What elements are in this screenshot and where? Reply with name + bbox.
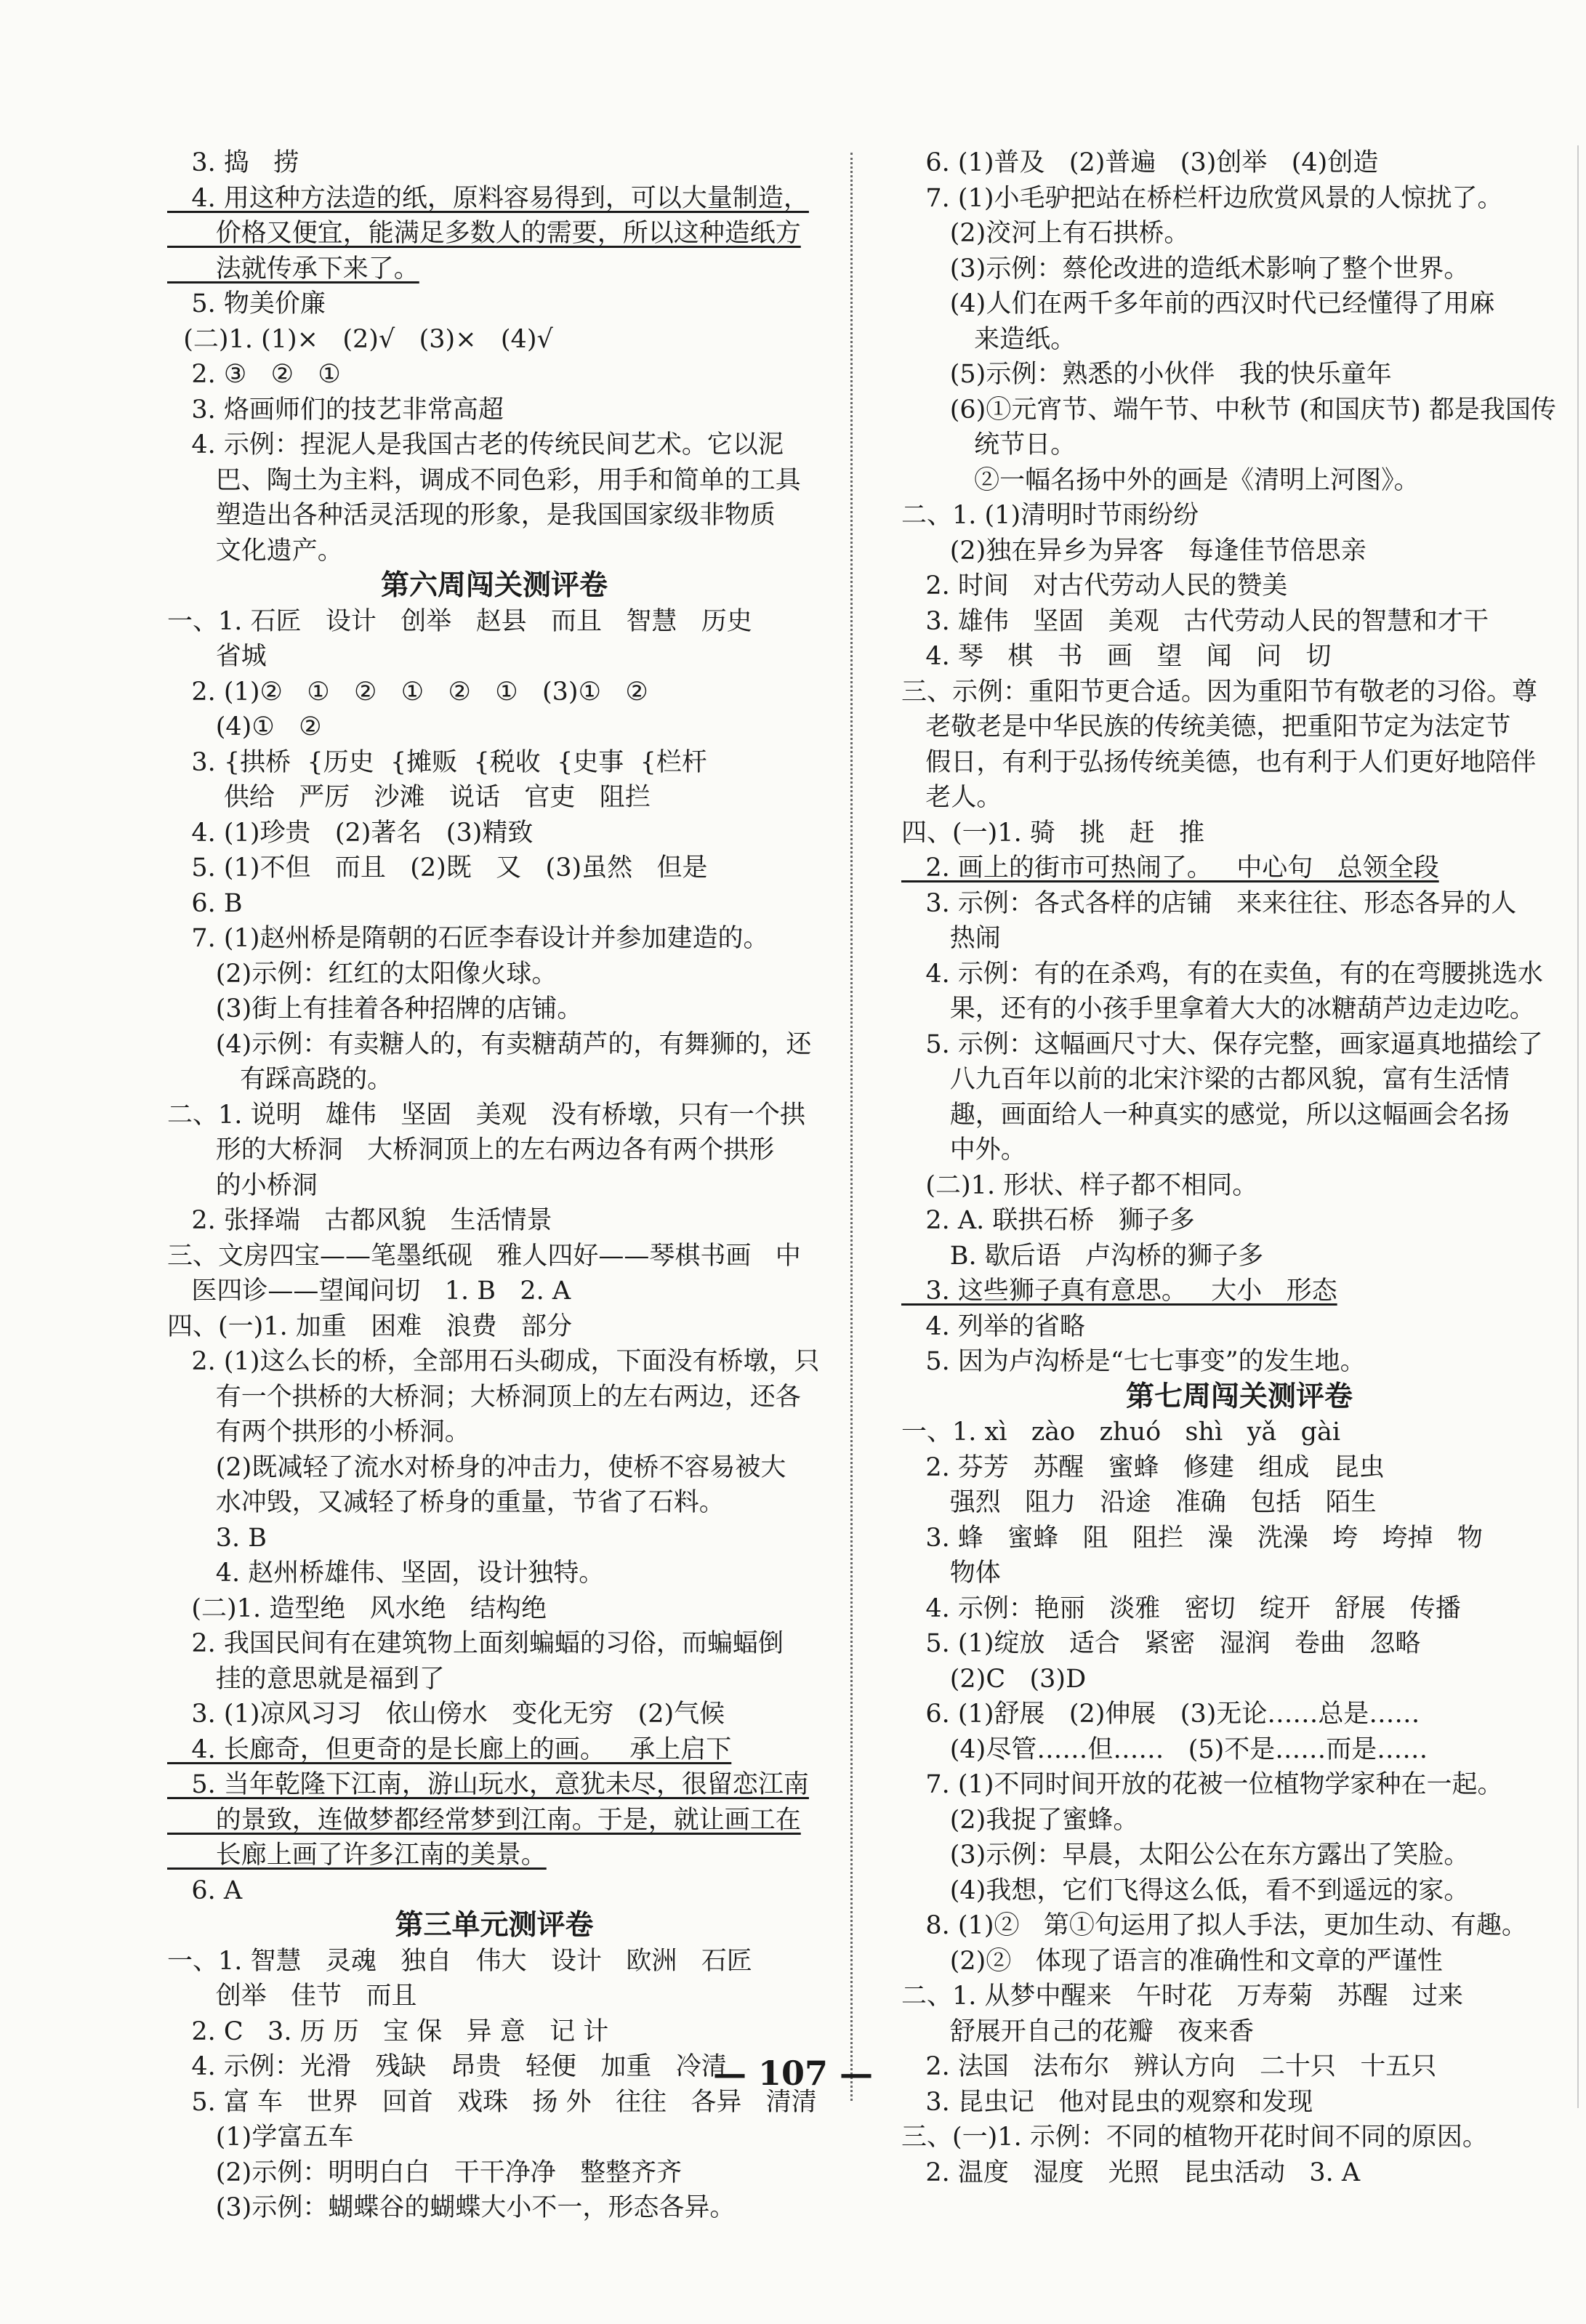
answer-line xyxy=(901,2120,1577,2155)
answer-line xyxy=(167,1803,821,1838)
answer-line xyxy=(901,1415,1577,1450)
answer-line xyxy=(167,498,821,534)
right-column xyxy=(901,145,1577,2190)
answer-text: 假日，有利于弘扬传统美德，也有利于人们更好地陪伴 xyxy=(901,747,1537,777)
answer-text: 3. 蜂 蜜蜂 阻 阻拦 澡 洗澡 垮 垮掉 物 xyxy=(901,1523,1483,1553)
answer-text: (二)1. (1)× (2)√ (3)× (4)√ xyxy=(167,324,553,354)
answer-line xyxy=(167,957,821,992)
answer-text: (2)我捉了蜜蜂。 xyxy=(901,1805,1139,1835)
answer-line xyxy=(167,639,821,675)
answer-line xyxy=(901,1062,1577,1098)
answer-text: (3)示例：蔡伦改进的造纸术影响了整个世界。 xyxy=(901,254,1470,284)
answer-text: 3. 这些狮子真有意思。 大小 形态 xyxy=(901,1276,1337,1306)
answer-line xyxy=(167,1767,821,1803)
answer-line xyxy=(901,252,1577,287)
answer-text: 2. 法国 法布尔 辨认方向 二十只 十五只 xyxy=(901,2052,1437,2081)
answer-text: (2)洨河上有石拱桥。 xyxy=(901,219,1190,248)
answer-line xyxy=(901,1697,1577,1732)
answer-line xyxy=(901,1309,1577,1345)
answer-line xyxy=(167,1979,821,2014)
answer-line xyxy=(901,463,1577,499)
answer-line xyxy=(901,357,1577,393)
answer-text: 四、(一)1. 加重 困难 浪费 部分 xyxy=(167,1311,572,1341)
answer-line xyxy=(901,1098,1577,1133)
answer-line xyxy=(167,1485,821,1521)
answer-text: 2. 温度 湿度 光照 昆虫活动 3. A xyxy=(901,2158,1361,2187)
answer-line xyxy=(167,1203,821,1239)
answer-line xyxy=(167,286,821,322)
answer-line xyxy=(167,1380,821,1415)
answer-text: 挂的意思就是福到了 xyxy=(167,1664,445,1694)
answer-text: 八九百年以前的北宋汴梁的古都风貌，富有生活情 xyxy=(901,1065,1510,1094)
answer-line xyxy=(167,1450,821,1486)
answer-line xyxy=(901,1732,1577,1768)
answer-line xyxy=(167,145,821,181)
answer-text: 二、1. 从梦中醒来 午时花 万寿菊 苏醒 过来 xyxy=(901,1982,1464,2011)
answer-line xyxy=(167,604,821,640)
answer-text: 4. 示例：捏泥人是我国古老的传统民间艺术。它以泥 xyxy=(167,430,784,459)
answer-line xyxy=(901,1767,1577,1803)
answer-line xyxy=(901,957,1577,992)
answer-text: 果，还有的小孩手里拿着大大的冰糖葫芦边走边吃。 xyxy=(901,994,1535,1024)
answer-line xyxy=(901,675,1577,710)
answer-text: 4. 列举的省略 xyxy=(901,1311,1085,1341)
answer-line xyxy=(167,1027,821,1063)
answer-text: 一、1. 石匠 设计 创举 赵县 而且 智慧 历史 xyxy=(167,606,752,636)
answer-text: 强烈 阻力 沿途 准确 包括 陌生 xyxy=(901,1488,1377,1517)
answer-text: (4)① ② xyxy=(167,712,322,741)
answer-line xyxy=(901,1908,1577,1944)
answer-text: 3. {拱桥 {历史 {摊贩 {税收 {史事 {栏杆 xyxy=(167,747,707,777)
answer-line xyxy=(901,1203,1577,1239)
answer-line xyxy=(901,286,1577,322)
answer-line xyxy=(167,1062,821,1098)
answer-text: (2)独在异乡为异客 每逢佳节倍思亲 xyxy=(901,536,1366,566)
answer-text: 5. 富 车 世界 回首 戏珠 扬 外 往往 各异 清清 xyxy=(167,2087,817,2117)
answer-line xyxy=(901,745,1577,781)
answer-line xyxy=(167,1344,821,1380)
answer-text: (2)既减轻了流水对桥身的冲击力，使桥不容易被大 xyxy=(167,1452,786,1482)
answer-line xyxy=(901,534,1577,569)
answer-line xyxy=(167,1556,821,1591)
answer-text: 2. C 3. 历 历 宝 保 异 意 记 计 xyxy=(167,2017,609,2046)
answer-text: 5. 物美价廉 xyxy=(167,289,326,318)
answer-line xyxy=(167,357,821,393)
answer-line xyxy=(167,921,821,957)
answer-text: 2. ③ ② ① xyxy=(167,360,341,389)
answer-line xyxy=(167,463,821,499)
answer-line xyxy=(901,393,1577,428)
answer-text: 水冲毁，又减轻了桥身的重量，节省了石料。 xyxy=(167,1488,725,1517)
answer-line xyxy=(901,2014,1577,2050)
answer-line xyxy=(167,1521,821,1556)
answer-text: 8. (1)② 第①句运用了拟人手法，更加生动、有趣。 xyxy=(901,1911,1527,1940)
answer-text: (4)人们在两千多年前的西汉时代已经懂得了用麻 xyxy=(901,289,1495,318)
answer-text: 6. A xyxy=(167,1875,243,1905)
answer-line xyxy=(901,1662,1577,1697)
section-heading xyxy=(167,568,821,604)
answer-text: 趣，画面给人一种真实的感觉，所以这幅画会名扬 xyxy=(901,1100,1510,1130)
answer-line xyxy=(901,568,1577,604)
answer-text: 物体 xyxy=(901,1559,1001,1588)
answer-text: 三、(一)1. 示例：不同的植物开花时间不同的原因。 xyxy=(901,2123,1488,2152)
answer-text: 中外。 xyxy=(901,1135,1026,1165)
answer-text: B. 歇后语 卢沟桥的狮子多 xyxy=(901,1241,1264,1271)
answer-text: 有踩高跷的。 xyxy=(167,1065,393,1094)
answer-text: (2)示例：红红的太阳像火球。 xyxy=(167,959,557,989)
answer-line xyxy=(167,1415,821,1450)
answer-line xyxy=(901,1133,1577,1168)
section-heading xyxy=(901,1380,1577,1415)
answer-line xyxy=(167,1838,821,1873)
answer-line xyxy=(901,1239,1577,1274)
answer-line xyxy=(901,1450,1577,1486)
answer-text: (二)1. 造型绝 风水绝 结构绝 xyxy=(167,1593,547,1623)
answer-text: 7. (1)赵州桥是隋朝的石匠李春设计并参加建造的。 xyxy=(167,924,769,953)
answer-text: 5. 因为卢沟桥是“七七事变”的发生地。 xyxy=(901,1347,1366,1376)
answer-line xyxy=(901,992,1577,1027)
answer-line xyxy=(167,2120,821,2155)
answer-line xyxy=(901,604,1577,640)
answer-text: 舒展开自己的花瓣 夜来香 xyxy=(901,2017,1255,2046)
answer-text: 5. 当年乾隆下江南，游山玩水，意犹未尽，很留恋江南 xyxy=(167,1770,809,1799)
answer-text: 3. 示例：各式各样的店铺 来来往往、形态各异的人 xyxy=(901,888,1517,918)
answer-text: 3. 雄伟 坚固 美观 古代劳动人民的智慧和才干 xyxy=(901,606,1489,636)
answer-text: 4. 示例：光滑 残缺 昂贵 轻便 加重 冷清 xyxy=(167,2052,727,2081)
answer-text: 2. (1)② ① ② ① ② ① (3)① ② xyxy=(167,677,648,707)
answer-text: 的景致，连做梦都经常梦到江南。于是，就让画工在 xyxy=(167,1805,801,1835)
answer-text: 5. (1)绽放 适合 紧密 湿润 卷曲 忽略 xyxy=(901,1629,1421,1658)
answer-line xyxy=(901,1626,1577,1662)
answer-text: 第七周闯关测评卷 xyxy=(1125,1380,1353,1413)
answer-text: 一、1. xì zào zhuó shì yǎ gài xyxy=(901,1418,1341,1447)
answer-text: 二、1. (1)清明时节雨纷纷 xyxy=(901,501,1199,530)
answer-text: 2. 张择端 古都风貌 生活情景 xyxy=(167,1206,552,1235)
answer-text: 3. 昆虫记 他对昆虫的观察和发现 xyxy=(901,2087,1313,2117)
answer-line xyxy=(901,498,1577,534)
answer-line xyxy=(167,534,821,569)
answer-line xyxy=(901,1803,1577,1838)
answer-line xyxy=(167,1626,821,1662)
answer-line xyxy=(167,675,821,710)
answer-line xyxy=(901,921,1577,957)
answer-line xyxy=(167,851,821,886)
answer-line xyxy=(901,2155,1577,2191)
answer-text: (2)C (3)D xyxy=(901,1664,1087,1694)
answer-line xyxy=(901,886,1577,922)
answer-line xyxy=(901,1485,1577,1521)
answer-text: 法就传承下来了。 xyxy=(167,254,419,284)
answer-text: 来造纸。 xyxy=(901,324,1076,354)
answer-text: 热闹 xyxy=(901,924,1001,953)
answer-text: 价格又便宜，能满足多数人的需要，所以这种造纸方 xyxy=(167,219,801,248)
answer-text: (1)学富五车 xyxy=(167,2123,354,2152)
answer-text: 老敬老是中华民族的传统美德，把重阳节定为法定节 xyxy=(901,712,1511,741)
answer-line xyxy=(167,1239,821,1274)
answer-line xyxy=(167,181,821,217)
answer-text: 供给 严厉 沙滩 说话 官吏 阻拦 xyxy=(167,783,651,812)
answer-text: 6. (1)普及 (2)普遍 (3)创举 (4)创造 xyxy=(901,148,1379,177)
column-divider xyxy=(850,153,853,2101)
answer-text: 2. (1)这么长的桥，全部用石头砌成，下面没有桥墩，只 xyxy=(167,1347,820,1376)
answer-text: 统节日。 xyxy=(901,430,1076,459)
answer-line xyxy=(167,1662,821,1697)
answer-text: 第六周闯关测评卷 xyxy=(380,569,608,602)
answer-text: 7. (1)不同时间开放的花被一位植物学家种在一起。 xyxy=(901,1770,1503,1799)
answer-line xyxy=(167,322,821,358)
answer-text: 老人。 xyxy=(901,783,1002,812)
answer-text: 3. 捣 捞 xyxy=(167,148,299,177)
answer-text: 4. 赵州桥雄伟、坚固，设计独特。 xyxy=(167,1559,605,1588)
answer-line xyxy=(167,2190,821,2226)
answer-line xyxy=(901,322,1577,358)
answer-line xyxy=(901,181,1577,217)
answer-line xyxy=(901,1838,1577,1873)
answer-line xyxy=(901,427,1577,463)
answer-text: 3. 烙画师们的技艺非常高超 xyxy=(167,395,504,425)
answer-text: 4. (1)珍贵 (2)著名 (3)精致 xyxy=(167,818,534,848)
answer-text: 的小桥洞 xyxy=(167,1170,318,1200)
answer-line xyxy=(167,2155,821,2191)
answer-line xyxy=(167,816,821,851)
answer-text: (2)② 体现了语言的准确性和文章的严谨性 xyxy=(901,1946,1443,1976)
answer-line xyxy=(167,2014,821,2050)
answer-text: 巴、陶土为主料，调成不同色彩，用手和简单的工具 xyxy=(167,465,801,495)
answer-line xyxy=(901,816,1577,851)
answer-line xyxy=(901,851,1577,886)
section-heading xyxy=(167,1908,821,1944)
answer-text: 三、示例：重阳节更合适。因为重阳节有敬老的习俗。尊 xyxy=(901,677,1538,707)
answer-text: (5)示例：熟悉的小伙伴 我的快乐童年 xyxy=(901,360,1392,389)
answer-line xyxy=(167,1274,821,1309)
answer-line xyxy=(901,1873,1577,1909)
answer-line xyxy=(167,1944,821,1979)
answer-line xyxy=(901,1344,1577,1380)
answer-line xyxy=(901,1979,1577,2014)
answer-line xyxy=(901,1274,1577,1309)
answer-line xyxy=(167,1098,821,1133)
answer-text: 2. A. 联拱石桥 狮子多 xyxy=(901,1206,1195,1235)
answer-line xyxy=(167,1309,821,1345)
answer-line xyxy=(167,1591,821,1627)
page-edge-rule xyxy=(1577,145,1579,2108)
answer-line xyxy=(901,709,1577,745)
answer-text: 一、1. 智慧 灵魂 独自 伟大 设计 欧洲 石匠 xyxy=(167,1946,752,1976)
answer-text: (4)示例：有卖糖人的，有卖糖葫芦的，有舞狮的，还 xyxy=(167,1029,812,1059)
answer-text: 创举 佳节 而且 xyxy=(167,1982,417,2011)
answer-text: (4)尽管……但…… (5)不是……而是…… xyxy=(901,1734,1428,1764)
answer-line xyxy=(167,427,821,463)
answer-text: 3. B xyxy=(167,1523,267,1553)
answer-text: 5. (1)不但 而且 (2)既 又 (3)虽然 但是 xyxy=(167,853,708,882)
answer-line xyxy=(901,639,1577,675)
answer-text: 塑造出各种活灵活现的形象，是我国国家级非物质 xyxy=(167,501,776,530)
answer-text: 形的大桥洞 大桥洞顶上的左右两边各有两个拱形 xyxy=(167,1135,775,1165)
answer-text: 二、1. 说明 雄伟 坚固 美观 没有桥墩，只有一个拱 xyxy=(167,1100,806,1130)
answer-text: (二)1. 形状、样子都不相同。 xyxy=(901,1170,1258,1200)
answer-line xyxy=(167,780,821,816)
answer-text: 2. 画上的街市可热闹了。 中心句 总领全段 xyxy=(901,853,1439,882)
answer-line xyxy=(901,1556,1577,1591)
answer-line xyxy=(167,745,821,781)
answer-text: 四、(一)1. 骑 挑 赶 推 xyxy=(901,818,1204,848)
answer-text: 第三单元测评卷 xyxy=(395,1909,594,1942)
answer-text: 5. 示例：这幅画尺寸大、保存完整，画家逼真地描绘了 xyxy=(901,1029,1543,1059)
answer-text: 2. 时间 对古代劳动人民的赞美 xyxy=(901,571,1288,600)
answer-text: 医四诊——望闻问切 1. B 2. A xyxy=(167,1276,571,1306)
answer-text: 有一个拱桥的大桥洞；大桥洞顶上的左右两边，还各 xyxy=(167,1382,801,1412)
answer-text: 文化遗产。 xyxy=(167,536,343,566)
answer-text: 6. B xyxy=(167,888,243,918)
answer-text: (4)我想，它们飞得这么低，看不到遥远的家。 xyxy=(901,1875,1470,1905)
answer-text: 4. 琴 棋 书 画 望 闻 问 切 xyxy=(901,642,1332,671)
answer-text: 4. 用这种方法造的纸，原料容易得到，可以大量制造， xyxy=(167,183,809,213)
answer-text: 三、文房四宝——笔墨纸砚 雅人四好——琴棋书画 中 xyxy=(167,1241,801,1271)
answer-line xyxy=(901,1168,1577,1204)
answer-line xyxy=(901,1591,1577,1627)
answer-text: 3. (1)凉风习习 依山傍水 变化无穷 (2)气候 xyxy=(167,1700,725,1729)
answer-line xyxy=(167,393,821,428)
answer-text: 2. 芬芳 苏醒 蜜蜂 修建 组成 昆虫 xyxy=(901,1452,1385,1482)
answer-text: (3)示例：早晨，太阳公公在东方露出了笑脸。 xyxy=(901,1841,1470,1870)
answer-line xyxy=(167,1873,821,1909)
answer-text: (3)示例：蝴蝶谷的蝴蝶大小不一，形态各异。 xyxy=(167,2193,736,2222)
left-column xyxy=(167,145,821,2226)
page-number: — 107 — xyxy=(712,2054,874,2093)
answer-line xyxy=(167,1168,821,1204)
answer-text: 长廊上画了许多江南的美景。 xyxy=(167,1841,547,1870)
answer-line xyxy=(901,216,1577,252)
answer-line xyxy=(167,1697,821,1732)
answer-text: 4. 示例：艳丽 淡雅 密切 绽开 舒展 传播 xyxy=(901,1593,1461,1623)
answer-line xyxy=(167,709,821,745)
answer-text: (2)示例：明明白白 干干净净 整整齐齐 xyxy=(167,2158,683,2187)
answer-line xyxy=(167,992,821,1027)
answer-text: ②一幅名扬中外的画是《清明上河图》。 xyxy=(901,465,1420,495)
answer-line xyxy=(901,1944,1577,1979)
answer-text: (3)街上有挂着各种招牌的店铺。 xyxy=(167,994,583,1024)
answer-text: 省城 xyxy=(167,642,267,671)
answer-line xyxy=(901,1521,1577,1556)
answer-text: 4. 示例：有的在杀鸡，有的在卖鱼，有的在弯腰挑选水 xyxy=(901,959,1543,989)
answer-text: 7. (1)小毛驴把站在桥栏杆边欣赏风景的人惊扰了。 xyxy=(901,183,1503,213)
answer-text: 2. 我国民间有在建筑物上面刻蝙蝠的习俗，而蝙蝠倒 xyxy=(167,1629,784,1658)
answer-text: 4. 长廊奇，但更奇的是长廊上的画。 承上启下 xyxy=(167,1734,732,1764)
answer-line xyxy=(167,1732,821,1768)
answer-text: (6)①元宵节、端午节、中秋节 (和国庆节) 都是我国传 xyxy=(901,395,1556,425)
answer-line xyxy=(901,145,1577,181)
answer-line xyxy=(901,1027,1577,1063)
answer-line xyxy=(167,252,821,287)
answer-text: 有两个拱形的小桥洞。 xyxy=(167,1418,470,1447)
answer-line xyxy=(167,1133,821,1168)
answer-line xyxy=(167,886,821,922)
answer-line xyxy=(901,780,1577,816)
answer-line xyxy=(167,216,821,252)
answer-text: 6. (1)舒展 (2)伸展 (3)无论……总是…… xyxy=(901,1700,1420,1729)
